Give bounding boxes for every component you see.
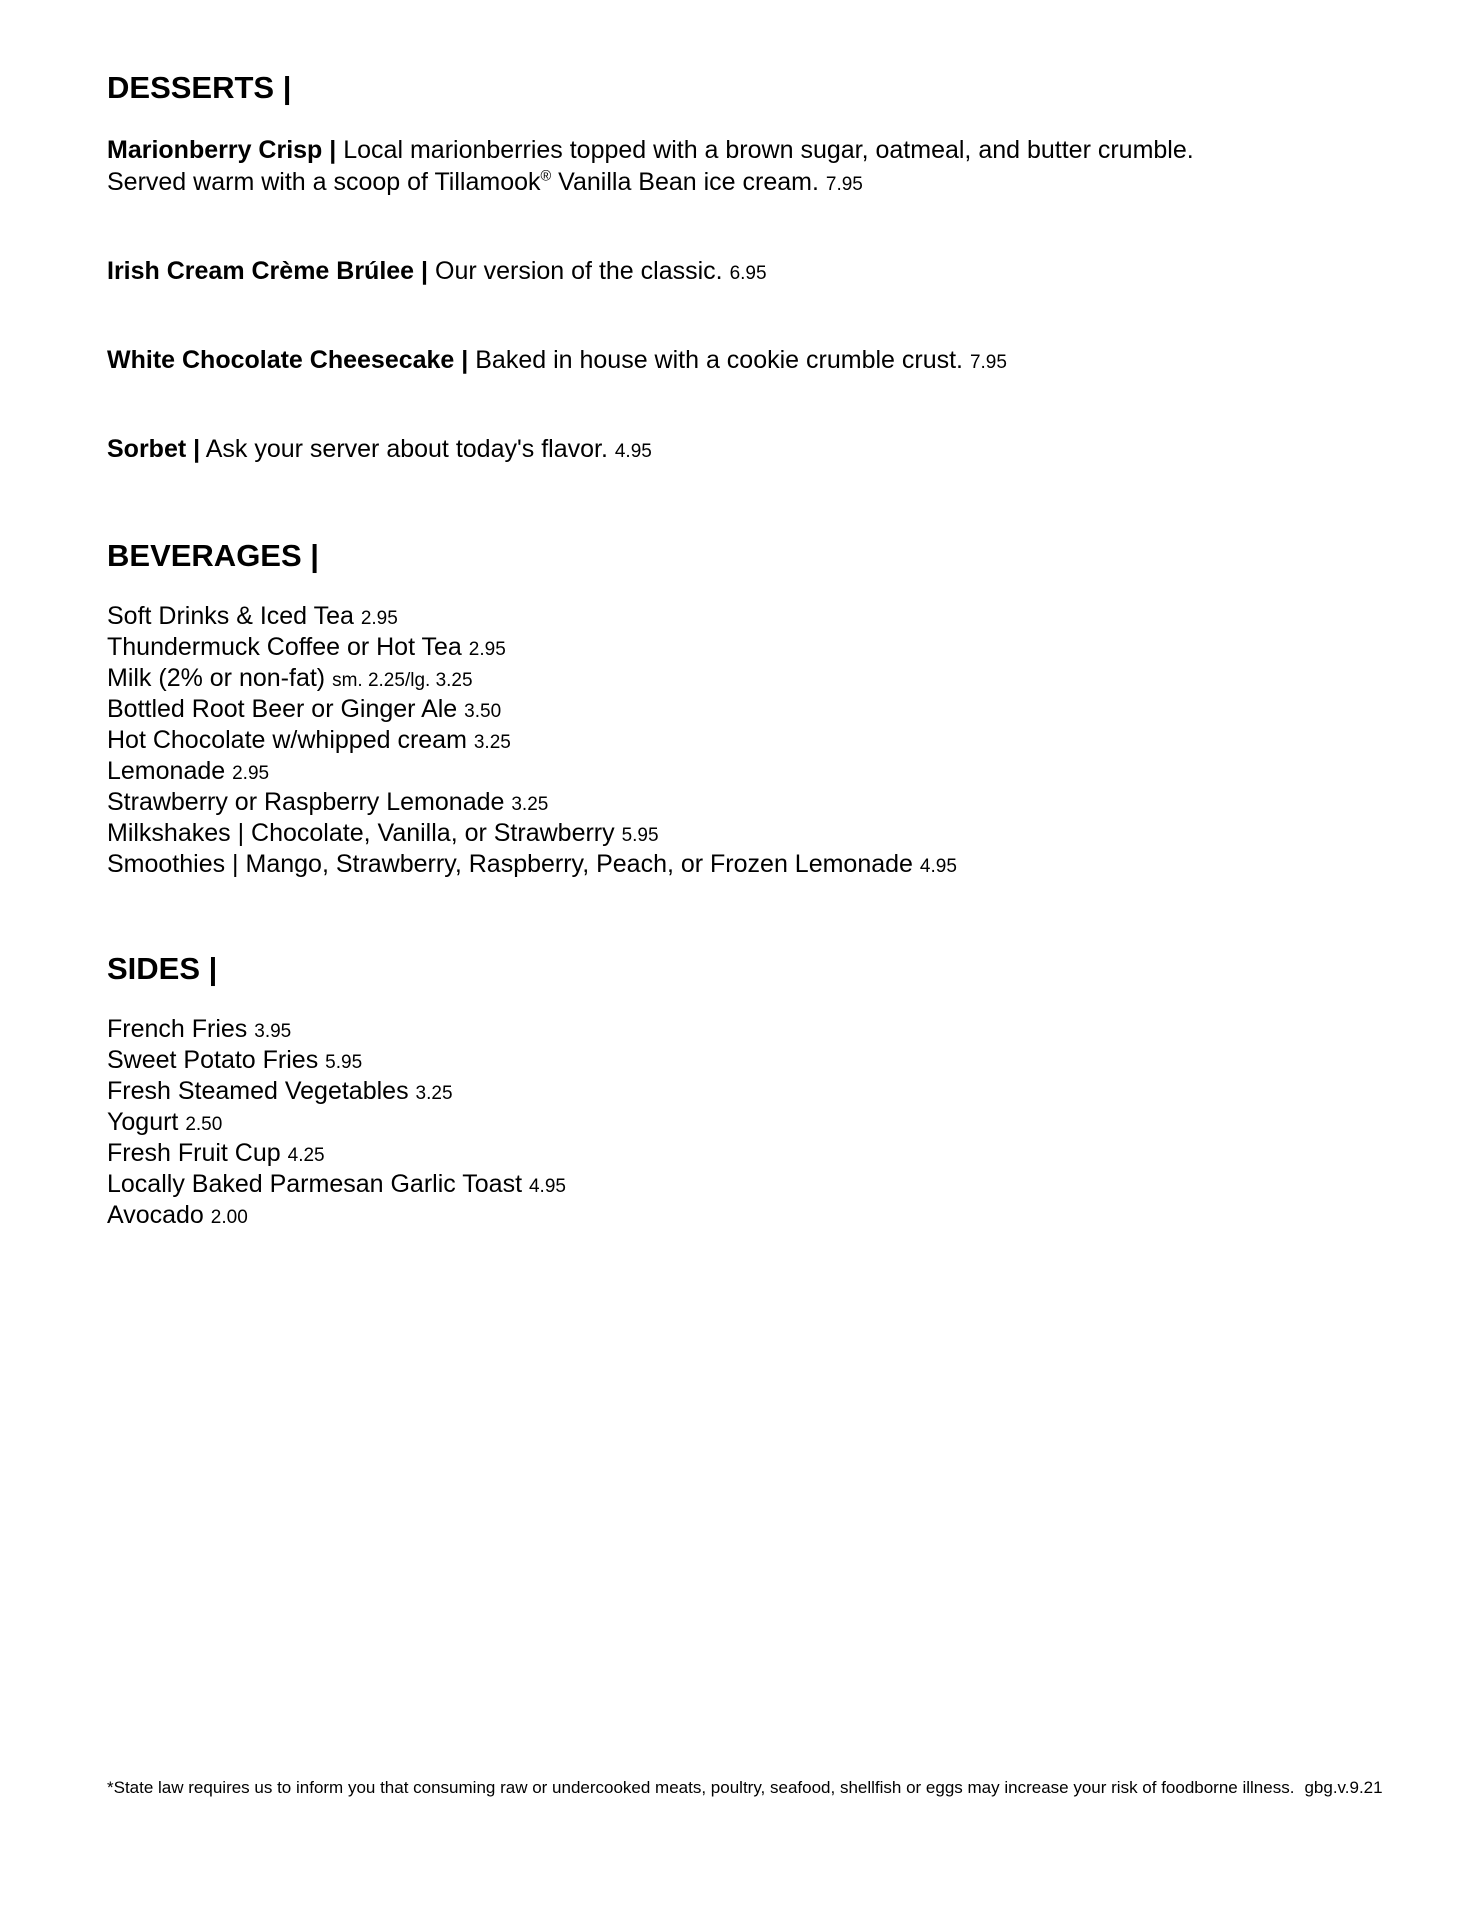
item-price: 3.25	[415, 1083, 453, 1104]
menu-item-sorbet	[107, 433, 1389, 468]
item-price: 3.25	[473, 732, 511, 753]
item-label: Smoothies | Mango, Strawberry, Raspberry, Peach, or Frozen Lemonade	[107, 850, 913, 878]
section-heading-sides: SIDES |	[107, 951, 218, 986]
legal-footer	[107, 1778, 1383, 1798]
item-label: Milk (2% or non-fat)	[107, 664, 326, 692]
menu-item-milkshakes	[107, 819, 1389, 850]
item-price: 2.95	[468, 639, 506, 660]
item-label: Fresh Steamed Vegetables	[107, 1077, 409, 1105]
state-law-disclaimer: *State law requires us to inform you that consuming raw or undercooked meats, poultry, seafood, shellfish or eggs may increase your risk of foodborne illness.	[107, 1778, 1295, 1797]
pipe-separator: |	[193, 435, 201, 463]
item-label: French Fries	[107, 1015, 248, 1043]
sides-list	[107, 1015, 1389, 1232]
menu-item-hot-chocolate	[107, 726, 1389, 757]
menu-item-milk	[107, 664, 1389, 695]
item-label: Hot Chocolate w/whipped cream	[107, 726, 467, 754]
item-description-line1: Local marionberries topped with a brown sugar, oatmeal, and butter crumble.	[343, 136, 1194, 164]
item-price: 3.95	[254, 1021, 292, 1042]
item-price: sm. 2.25/lg. 3.25	[332, 670, 473, 691]
menu-item-french-fries	[107, 1015, 1389, 1046]
item-description-line2: Served warm with a scoop of Tillamook	[107, 168, 541, 196]
menu-item-fresh-fruit-cup	[107, 1139, 1389, 1170]
menu-item-smoothies	[107, 850, 1389, 881]
item-price: 4.25	[287, 1145, 325, 1166]
item-label: Fresh Fruit Cup	[107, 1139, 281, 1167]
menu-item-white-chocolate-cheesecake	[107, 344, 1389, 379]
item-price: 5.95	[621, 825, 659, 846]
item-price: 4.95	[919, 856, 957, 877]
menu-item-strawberry-raspberry-lemonade	[107, 788, 1389, 819]
item-price: 7.95	[969, 352, 1007, 373]
section-heading-desserts: DESSERTS |	[107, 70, 292, 105]
pipe-separator: |	[329, 136, 337, 164]
item-price: 2.50	[185, 1114, 223, 1135]
item-price: 3.25	[511, 794, 549, 815]
menu-item-bottled-root-beer-ginger-ale	[107, 695, 1389, 726]
menu-item-irish-cream-creme-brulee	[107, 255, 1389, 290]
item-price: 6.95	[729, 263, 767, 284]
item-price: 2.95	[360, 608, 398, 629]
item-description-line2-end: Vanilla Bean ice cream.	[551, 168, 819, 196]
section-sides	[107, 951, 1389, 1232]
menu-item-marionberry-crisp	[107, 134, 1389, 201]
item-label: Sweet Potato Fries	[107, 1046, 319, 1074]
item-label: Strawberry or Raspberry Lemonade	[107, 788, 505, 816]
item-price: 3.50	[464, 701, 502, 722]
item-price: 5.95	[325, 1052, 363, 1073]
registered-trademark-symbol: ®	[540, 168, 552, 185]
menu-item-lemonade	[107, 757, 1389, 788]
pipe-separator: |	[461, 346, 469, 374]
beverages-list	[107, 602, 1389, 881]
menu-item-sweet-potato-fries	[107, 1046, 1389, 1077]
menu-item-yogurt	[107, 1108, 1389, 1139]
item-price: 2.00	[210, 1207, 248, 1228]
item-name: Sorbet	[107, 435, 187, 463]
menu-content	[107, 70, 1389, 1232]
menu-item-thundermuck-coffee-hot-tea	[107, 633, 1389, 664]
item-label: Yogurt	[107, 1108, 179, 1136]
item-label: Lemonade	[107, 757, 226, 785]
item-label: Bottled Root Beer or Ginger Ale	[107, 695, 458, 723]
pipe-separator: |	[421, 257, 429, 285]
item-label: Avocado	[107, 1201, 204, 1229]
menu-version-code: gbg.v.9.21	[1304, 1778, 1383, 1797]
item-price: 2.95	[232, 763, 270, 784]
item-name: Marionberry Crisp	[107, 136, 323, 164]
section-heading-beverages: BEVERAGES |	[107, 538, 319, 573]
menu-item-avocado	[107, 1201, 1389, 1232]
item-label: Milkshakes | Chocolate, Vanilla, or Strawberry	[107, 819, 615, 847]
item-label: Locally Baked Parmesan Garlic Toast	[107, 1170, 523, 1198]
menu-item-soft-drinks-iced-tea	[107, 602, 1389, 633]
section-beverages	[107, 538, 1389, 881]
section-desserts	[107, 70, 1389, 468]
item-price: 7.95	[825, 174, 863, 195]
item-description: Ask your server about today's flavor.	[205, 435, 608, 463]
item-description: Baked in house with a cookie crumble crust.	[475, 346, 963, 374]
item-price: 4.95	[614, 441, 652, 462]
menu-item-fresh-steamed-vegetables	[107, 1077, 1389, 1108]
item-price: 4.95	[528, 1176, 566, 1197]
menu-item-parmesan-garlic-toast	[107, 1170, 1389, 1201]
item-name: Irish Cream Crème Brúlee	[107, 257, 415, 285]
item-name: White Chocolate Cheesecake	[107, 346, 455, 374]
item-label: Soft Drinks & Iced Tea	[107, 602, 354, 630]
item-label: Thundermuck Coffee or Hot Tea	[107, 633, 462, 661]
item-description: Our version of the classic.	[435, 257, 723, 285]
